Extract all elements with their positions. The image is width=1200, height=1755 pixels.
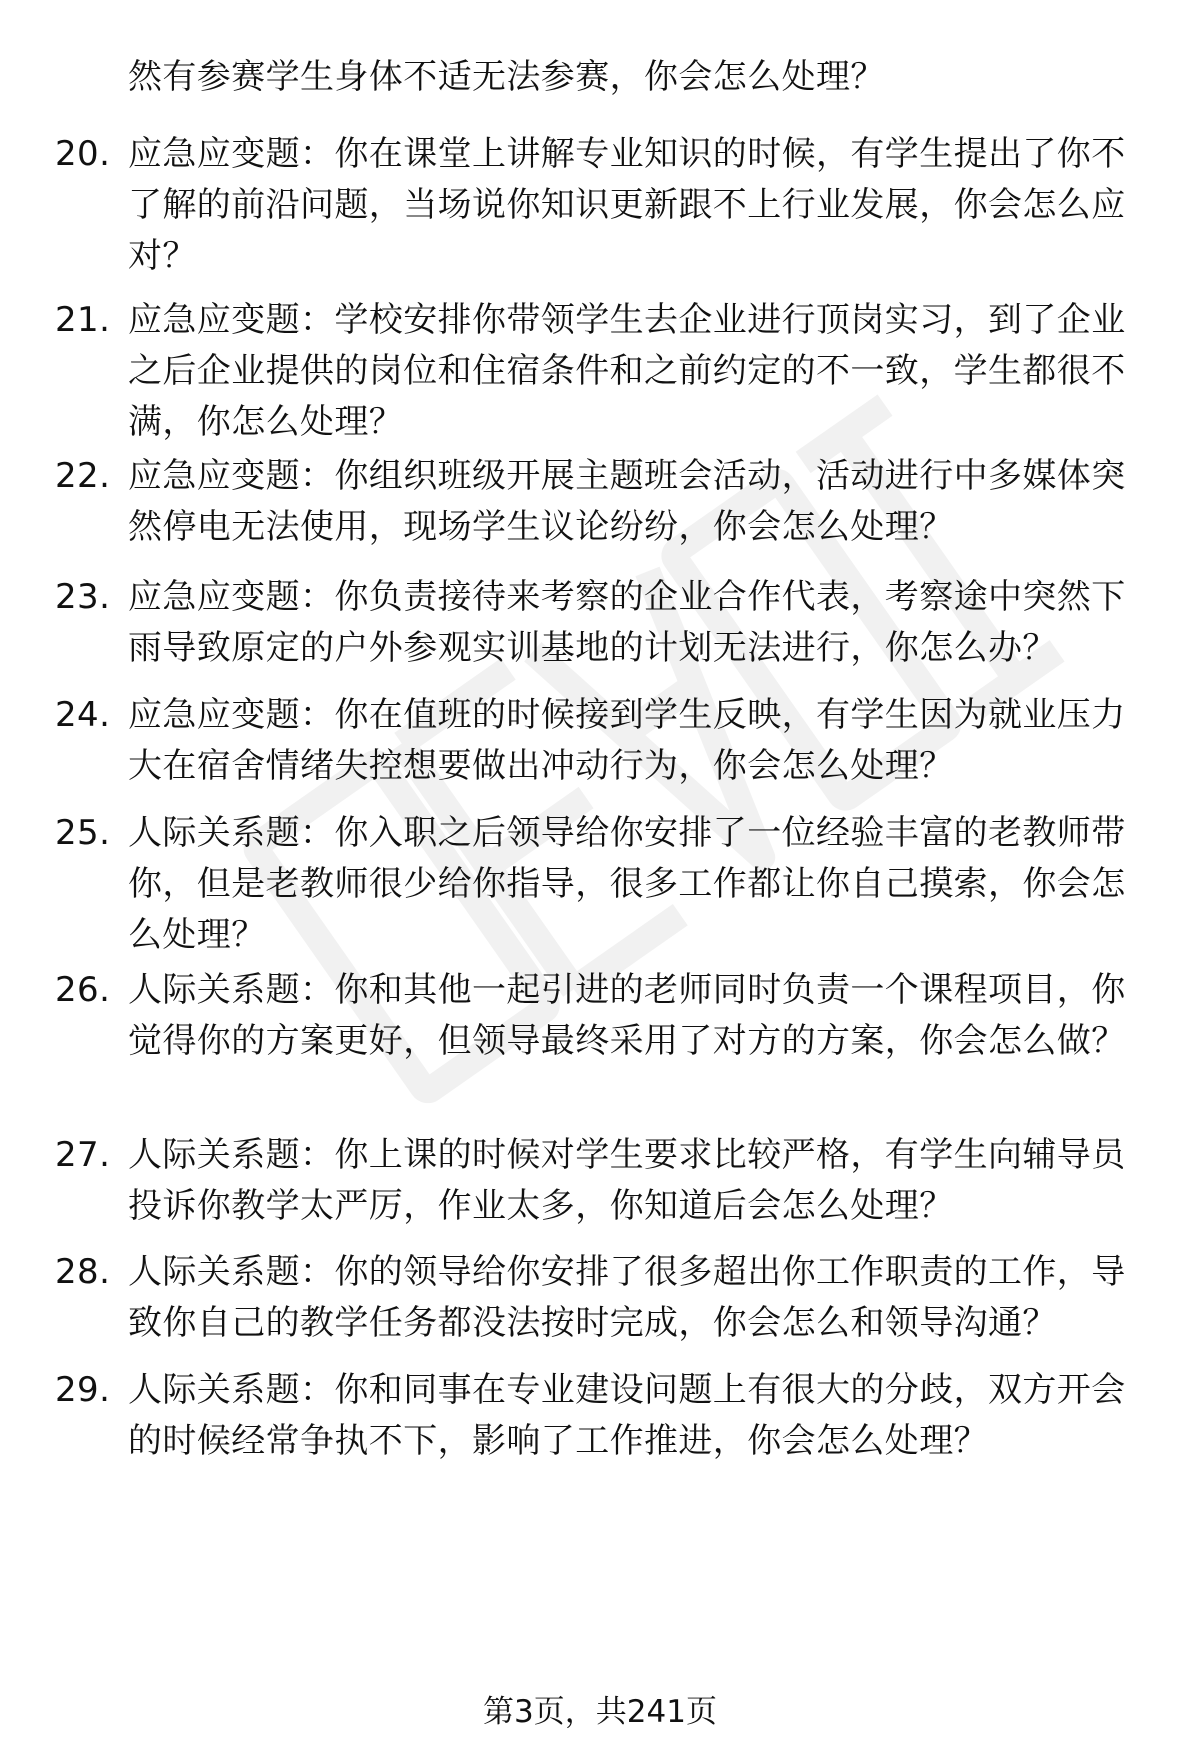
item-number: 23. — [55, 577, 111, 617]
item-number: 26. — [55, 970, 111, 1010]
item-text: 人际关系题：你和同事在专业建设问题上有很大的分歧，双方开会的时候经常争执不下，影响了工作推进，你会怎么处理？ — [128, 1370, 1126, 1461]
item-number: 28. — [55, 1252, 111, 1292]
item-text: 应急应变题：你负责接待来考察的企业合作代表，考察途中突然下雨导致原定的户外参观实训基地的计划无法进行，你怎么办？ — [128, 577, 1126, 668]
item-number: 27. — [55, 1135, 111, 1175]
item-number: 29. — [55, 1370, 111, 1410]
item-number: 25. — [55, 813, 111, 853]
item-number: 24. — [55, 695, 111, 735]
item-text: 人际关系题：你入职之后领导给你安排了一位经验丰富的老教师带你，但是老教师很少给你指导，很多工作都让你自己摸索，你会怎么处理？ — [128, 813, 1126, 955]
item-number: 21. — [55, 300, 111, 340]
item-number: 22. — [55, 456, 111, 496]
continuation-text: 然有参赛学生身体不适无法参赛，你会怎么处理？ — [128, 57, 885, 97]
item-text: 应急应变题：你在值班的时候接到学生反映，有学生因为就业压力大在宿舍情绪失控想要做出冲动行为，你会怎么处理？ — [128, 695, 1126, 786]
item-text: 人际关系题：你的领导给你安排了很多超出你工作职责的工作，导致你自己的教学任务都没法按时完成，你会怎么和领导沟通？ — [128, 1252, 1126, 1343]
item-text: 应急应变题：学校安排你带领学生去企业进行顶岗实习，到了企业之后企业提供的岗位和住宿条件和之前约定的不一致，学生都很不满，你怎么处理？ — [128, 300, 1126, 442]
item-text: 应急应变题：你组织班级开展主题班会活动，活动进行中多媒体突然停电无法使用，现场学生议论纷纷，你会怎么处理？ — [128, 456, 1126, 547]
item-text: 应急应变题：你在课堂上讲解专业知识的时候，有学生提出了你不了解的前沿问题，当场说你知识更新跟不上行业发展，你会怎么应对？ — [128, 134, 1126, 276]
item-text: 人际关系题：你和其他一起引进的老师同时负责一个课程项目，你觉得你的方案更好，但领导最终采用了对方的方案，你会怎么做？ — [128, 970, 1126, 1061]
item-number: 20. — [55, 134, 111, 174]
item-text: 人际关系题：你上课的时候对学生要求比较严格，有学生向辅导员投诉你教学太严厉，作业太多，你知道后会怎么处理？ — [128, 1135, 1126, 1226]
page-number: 第3页，共241页 — [483, 1694, 717, 1730]
